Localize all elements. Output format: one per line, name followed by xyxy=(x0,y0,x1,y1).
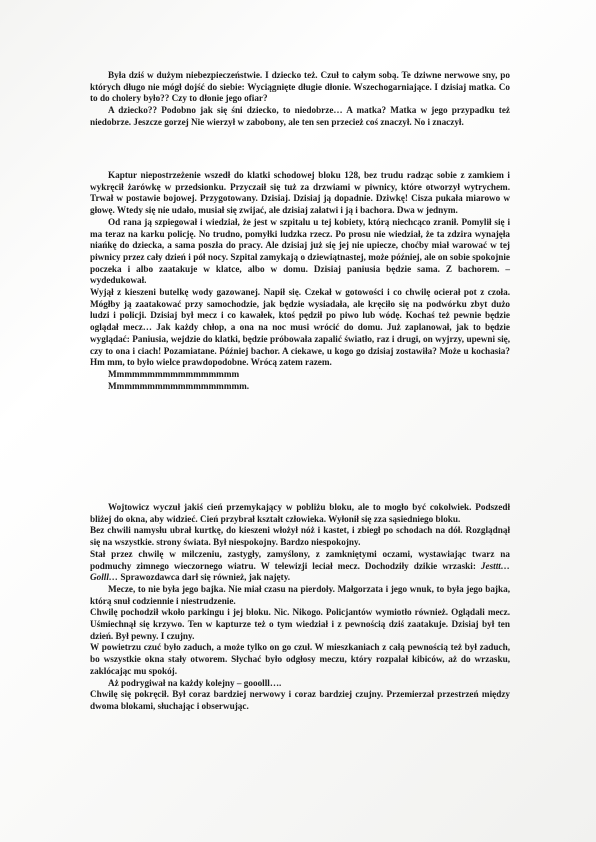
paragraph: Wyjął z kieszeni butelkę wody gazowanej. Napił się. Czekał w gotowości i co chwilę ocierał pot z czoła. Mógłby ją zaatakować przy samochodzie, jak będzie wysiadała, ale kręciło się na podwórku zbyt dużo ludzi i policji. Dzisiaj był mecz i co kawałek, ktoś pędził po piwo lub wódę. Kochaś też pewnie będzie oglądał mecz… Jak każdy chłop, a ona na noc musi wrócić do domu. Już zaplanował, jak to będzie wyglądać: Paniusia, wejdzie do klatki, będzie próbowała zapalić światło, raz i drugi, on wyjrzy, upewni się, czy to ona i ciach! Pozamiatane. Później bachor. A ciekawe, u kogo go dzisiaj zostawiła? Może u kochasia? Hm mm, to było wielce prawdopodobne. Wrócą zatem razem. xyxy=(90,287,510,368)
shout-text: Jesttt… Golll… xyxy=(90,560,510,583)
section-dream xyxy=(90,70,510,129)
paragraph xyxy=(90,549,510,584)
paragraph: Mmmmmmmmmmmmmmmmmm. xyxy=(108,380,250,391)
paragraph: A dziecko?? Podobno jak się śni dziecko, to niedobrze… A matka? Matka w jego przypadku też niedobrze. Jeszcze gorzej Nie wierzył w zabobony, ale ten sen przecież coś znaczył. No i znaczył. xyxy=(90,105,510,127)
paragraph-text: Sprawozdawca darł się również, jak najęty. xyxy=(118,572,291,583)
paragraph: Była dziś w dużym niebezpieczeństwie. I dziecko też. Czuł to całym sobą. Te dziwne nerwowe sny, po których długo nie mógł dojść do siebie: Wyciągnięte długie dłonie. Wszechogarniające. I dzisiaj matka. Co to do cholery było?? Czy to dłonie jego ofiar? xyxy=(90,70,510,104)
section-basement xyxy=(90,170,510,392)
paragraph: Aż podrygiwał na każdy kolejny – gooolll…. xyxy=(108,677,282,688)
paragraph: Od rana ją szpiegował i wiedział, że jest w szpitalu u tej kobiety, którą niechcąco zranił. Pomylił się i ma teraz na karku policję. No trudno, pomyłki ludzka rzecz. Po prosu nie wiedział, że ta zdzira wynajęła niańkę do dziecka, a sama poszła do pracy. Ale dzisiaj już się jej nie upiecze, choćby miał warować w tej piwnicy przez cały dzień i pół nocy. Szpital zamykają o dziewiątnastej, może później, ale on sobie spokojnie poczeka i albo zaatakuje w klatce, albo w domu. Dzisiaj paniusia będzie sama. Z bachorem. – wydedukował. xyxy=(90,216,510,286)
paragraph: Chwilę się pokręcił. Był coraz bardziej nerwowy i coraz bardziej czujny. Przemierzał przestrzeń między dwoma blokami, słuchając i obserwując. xyxy=(90,689,510,711)
paragraph: Kaptur niepostrzeżenie wszedł do klatki schodowej bloku 128, bez trudu radząc sobie z zamkiem i wykręcił żarówkę w przedsionku. Przyczaił się tuż za drzwiami w piwnicy, które otworzył wytrychem. Trwał w postawie bojowej. Przygotowany. Dzisiaj. Dzisiaj ją dopadnie. Dziwkę! Cisza pukała miarowo w głowę. Wtedy się nie udało, musiał się zwijać, ale dzisiaj załatwi i ją i bachora. Dwa w jednym. xyxy=(90,170,510,216)
paragraph: W powietrzu czuć było zaduch, a może tylko on go czuł. W mieszkaniach z całą pewnością też był zaduch, bo wszystkie okna stały otworem. Słychać było odgłosy meczu, który rozpalał kibiców, aż do wrzasku, zaklócając mu spokój. xyxy=(90,642,510,676)
paragraph: Mecze, to nie była jego bajka. Nie miał czasu na pierdoły. Małgorzata i jego wnuk, to była jego bajka, którą snuł codziennie i niestrudzenie. xyxy=(90,583,510,606)
paragraph: Chwilę pochodził wkoło parkingu i jej bloku. Nic. Nikogo. Policjantów wymiotło również. Oglądali mecz. Uśmiechnął się krzywo. Ten w kapturze też o tym wiedział i z pewnością dziś zaatakuje. Dzisiaj był ten dzień. Był pewny. I czujny. xyxy=(90,607,510,641)
paragraph: Mmmmmmmmmmmmmmmmm xyxy=(108,368,240,379)
section-wojtowicz xyxy=(90,502,510,713)
paragraph-text: Stał przez chwilę w milczeniu, zastygły, zamyślony, z zamkniętymi oczami, wystawiając twarz na podmuchy zimnego wieczornego wiatru. W telewizji leciał mecz. Dochodziły dzikie wrzaski: xyxy=(90,548,510,571)
paragraph: Wojtowicz wyczuł jakiś cień przemykający w pobliżu bloku, ale to mogło być cokolwiek. Podszedł bliżej do okna, aby widzieć. Cień przybrał kształt człowieka. Wyłonił się zza sąsiedniego bloku. xyxy=(90,502,510,524)
paragraph: Bez chwili namysłu ubrał kurtkę, do kieszeni włożył nóż i kastet, i zbiegł po schodach na dół. Rozglądnął się na wszystkie. strony świata. Był niespokojny. Bardzo niespokojny. xyxy=(90,525,510,548)
